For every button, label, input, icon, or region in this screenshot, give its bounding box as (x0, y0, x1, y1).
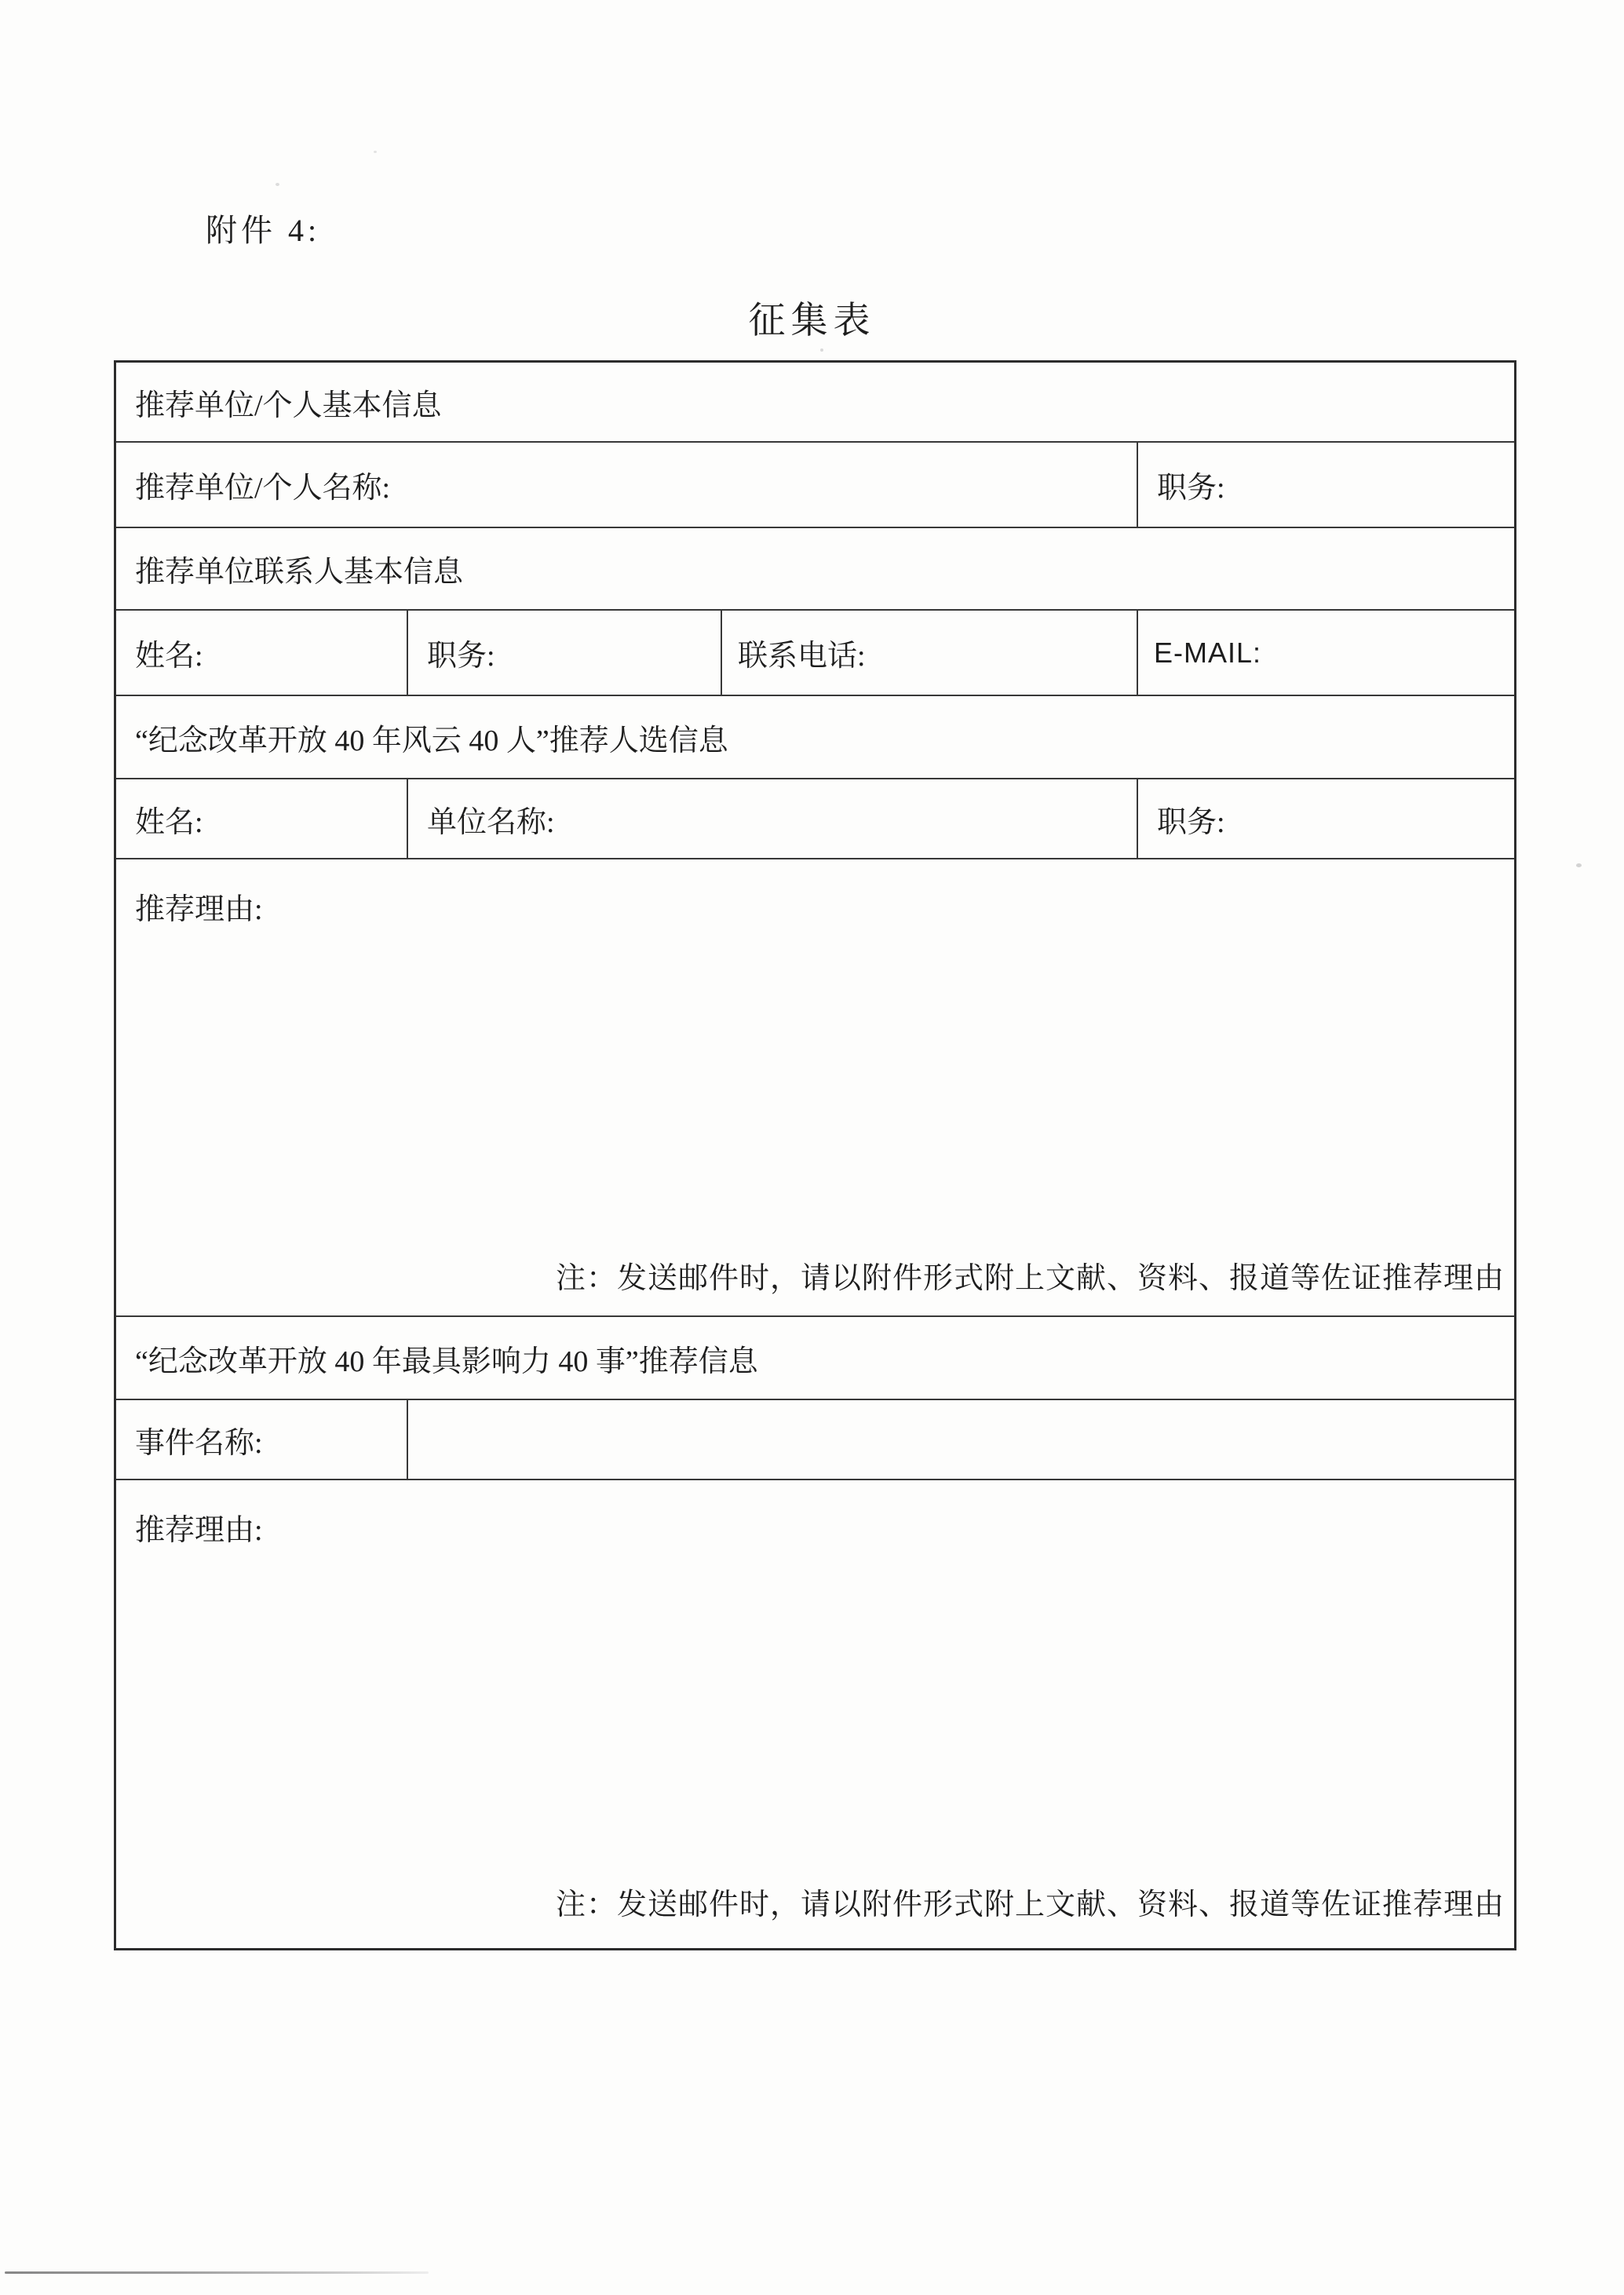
contact-info-row (116, 611, 1514, 696)
section1-header-cell: 推荐单位/个人基本信息 (135, 389, 442, 422)
scan-artifact-line (5, 2271, 429, 2274)
contact-phone-field: 联系电话: (721, 611, 1137, 695)
section4-header-cell: “纪念改革开放 40 年最具影响力 40 事”推荐信息 (135, 1345, 758, 1378)
section3-header-row (116, 696, 1514, 779)
section2-header-row (116, 528, 1514, 611)
candidate-reason-row (116, 859, 1514, 1317)
event-name-row (116, 1400, 1514, 1480)
contact-name-field: 姓名: (135, 640, 203, 673)
event-name-blank-cell (407, 1400, 1514, 1479)
event-name-label-cell: 事件名称: (135, 1426, 263, 1460)
unit-name-row (116, 443, 1514, 528)
candidate-info-row (116, 779, 1514, 859)
scan-speck (820, 348, 823, 352)
section2-header-cell: 推荐单位联系人基本信息 (135, 556, 464, 589)
section3-header-cell: “纪念改革开放 40 年风云 40 人”推荐人选信息 (135, 724, 728, 757)
candidate-reason-label: 推荐理由: (135, 893, 263, 926)
page-title: 征集表 (748, 301, 876, 341)
section1-header-row (116, 363, 1514, 443)
scan-speck (374, 151, 377, 153)
event-reason-label: 推荐理由: (135, 1514, 263, 1547)
collection-form-table (114, 360, 1516, 1950)
candidate-duty-field: 职务: (1137, 779, 1514, 858)
candidate-reason-note: 注：发送邮件时，请以附件形式附上文献、资料、报道等佐证推荐理由 (555, 1262, 1505, 1295)
candidate-org-field: 单位名称: (407, 779, 1137, 858)
contact-duty-field: 职务: (407, 611, 721, 695)
unit-duty-field: 职务: (1137, 443, 1514, 527)
contact-email-field: E-MAIL: (1137, 611, 1514, 695)
scan-speck (276, 183, 279, 186)
event-reason-note: 注：发送邮件时，请以附件形式附上文献、资料、报道等佐证推荐理由 (555, 1888, 1505, 1921)
section4-header-row (116, 1317, 1514, 1400)
candidate-name-field: 姓名: (135, 805, 203, 839)
scan-speck (1576, 863, 1582, 867)
attachment-label: 附件 4: (206, 213, 321, 248)
unit-name-field: 推荐单位/个人名称: (135, 472, 391, 505)
event-reason-row (116, 1480, 1514, 1948)
